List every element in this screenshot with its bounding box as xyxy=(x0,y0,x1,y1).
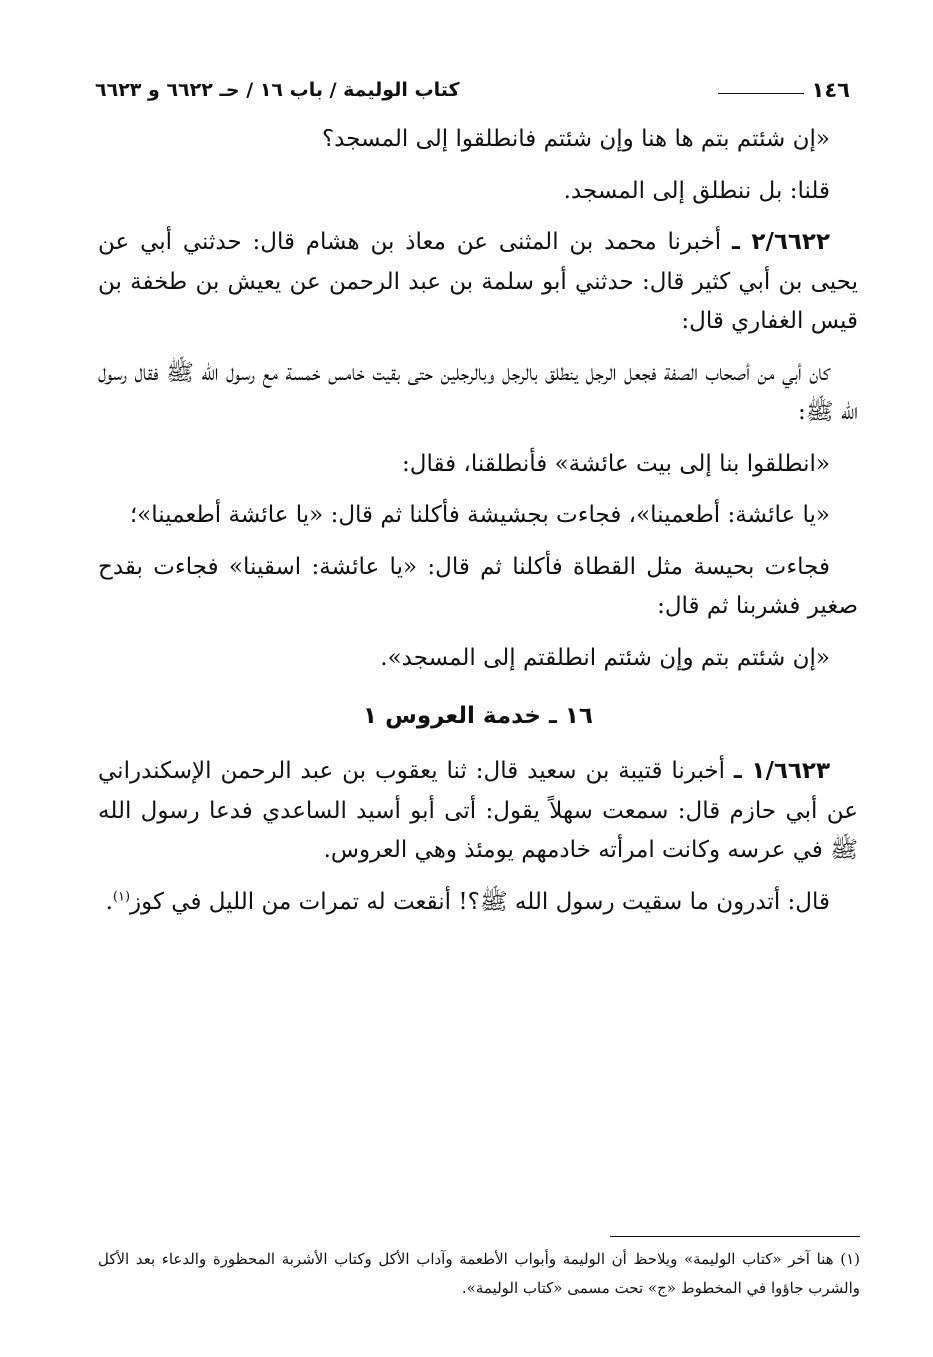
hadith-number: ١/٦٦٢٣ ـ xyxy=(733,758,830,785)
page-number: ١٤٦ xyxy=(811,78,850,102)
main-text xyxy=(98,120,858,934)
hadith-text: قلنا: بل ننطلق إلى المسجد. xyxy=(563,177,830,204)
isnad-text: أخبرنا قتيبة بن سعيد قال: ثنا يعقوب بن عبد الرحمن الإسكندراني عن أبي حازم قال: سمعت سهلاً يقول: أتى أبو أسيد الساعدي فدعا رسول الله ﷺ في عرسه وكانت امرأته خادمهم يومئذ وهي العروس. xyxy=(98,758,858,864)
hadith-text: «إن شئتم بتم وإن شئتم انطلقتم إلى المسجد». xyxy=(380,645,830,672)
hadith-text: «إن شئتم بتم ها هنا وإن شئتم فانطلقوا إلى المسجد؟ xyxy=(321,126,830,152)
hadith-text: «يا عائشة: أطعمينا»، فجاءت بجشيشة فأكلنا ثم قال: «يا عائشة أطعمينا»؛ xyxy=(129,502,830,529)
running-title: كتاب الوليمة / باب ١٦ / حـ ٦٦٢٢ و ٦٦٢٣ xyxy=(95,79,460,101)
hadith-text: فجاءت بحيسة مثل القطاة فأكلنا ثم قال: «يا عائشة: اسقينا» فجاءت بقدح صغير فشربنا ثم قال: xyxy=(98,553,858,620)
hadith-isnad xyxy=(98,223,858,342)
hadith-number: ٢/٦٦٢٢ ـ xyxy=(732,229,831,256)
page-number-group xyxy=(718,78,850,102)
hadith-text xyxy=(98,883,858,923)
header-rule xyxy=(718,93,804,94)
footnote xyxy=(98,1245,860,1302)
hadith-text: كان أبي من أصحاب الصفة فجعل الرجل ينطلق بالرجل وبالرجلين حتى بقيت خامس خمسة مع رسول الله ﷺ فقال رسول الله ﷺ: xyxy=(98,359,858,426)
hadith-text: «انطلقوا بنا إلى بيت عائشة» فأنطلقنا، فقال: xyxy=(401,450,830,477)
sentence-end: . xyxy=(105,888,113,915)
footnote-separator xyxy=(610,1236,860,1237)
chapter-title: ١٦ ـ خدمة العروس ١ xyxy=(363,702,593,729)
running-header xyxy=(95,70,850,110)
hadith-sentence: قال: أتدرون ما سقيت رسول الله ﷺ؟! أنقعت له تمرات من الليل في كوز xyxy=(130,888,830,915)
footnote-text: (١) هنا آخر «كتاب الوليمة» ويلاحظ أن الوليمة وأبواب الأطعمة وآداب الأكل وكتاب الأشربة المحظورة والدعاء بعد الأكل والشرب جاؤوا في المخطوط «ج» تحت مسمى «كتاب الوليمة». xyxy=(98,1250,860,1297)
isnad-text: أخبرنا محمد بن المثنى عن معاذ بن هشام قال: حدثني أبي عن يحيى بن أبي كثير قال: حدثني أبو سلمة بن عبد الرحمن عن يعيش بن طخفة بن قيس الغفاري قال: xyxy=(98,229,858,335)
hadith-isnad xyxy=(98,752,858,871)
footnote-marker: (١) xyxy=(112,889,131,905)
